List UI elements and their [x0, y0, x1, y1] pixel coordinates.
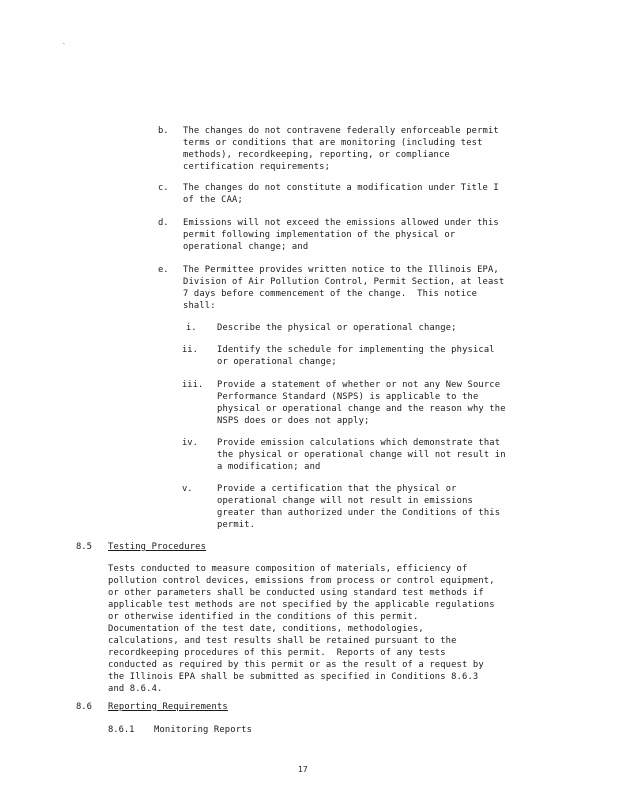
subitem-ii-line: Identify the schedule for implementing the physical: [217, 345, 495, 355]
subitem-v-line: greater than authorized under the Conditions of this: [217, 508, 501, 518]
section-8-5-line: recordkeeping procedures of this permit. Reports of any tests: [108, 648, 446, 658]
subsection-title-monitoring: Monitoring Reports: [154, 725, 253, 735]
section-title-testing: Testing Procedures: [108, 542, 207, 552]
subitem-iv-line: Provide emission calculations which demonstrate that: [217, 438, 501, 448]
section-8-5-line: Documentation of the test date, conditions, methodologies,: [108, 624, 424, 634]
item-d-line: Emissions will not exceed the emissions allowed under this: [183, 218, 499, 228]
section-8-5-line: applicable test methods are not specified by the applicable regulations: [108, 600, 495, 610]
header-mark: -: [62, 40, 66, 47]
section-number-8-6: 8.6: [76, 702, 92, 712]
subitem-label-iv: iv.: [182, 438, 198, 448]
subitem-v-line: operational change will not result in emissions: [217, 496, 473, 506]
item-e-line: shall:: [183, 301, 216, 311]
item-e-line: Division of Air Pollution Control, Permit Section, at least: [183, 277, 505, 287]
subitem-i-line: Describe the physical or operational change;: [217, 323, 457, 333]
section-8-5-line: and 8.6.4.: [108, 684, 163, 694]
subitem-v-line: permit.: [217, 520, 256, 530]
section-8-5-line: or otherwise identified in the conditions of this permit.: [108, 612, 419, 622]
item-c-line: of the CAA;: [183, 195, 243, 205]
item-b-line: terms or conditions that are monitoring (including test: [183, 138, 483, 148]
item-b-line: certification requirements;: [183, 162, 331, 172]
item-b-line: The changes do not contravene federally enforceable permit: [183, 126, 499, 136]
subitem-label-ii: ii.: [182, 345, 198, 355]
item-e-line: 7 days before commencement of the change. This notice: [183, 289, 478, 299]
subitem-label-iii: iii.: [182, 380, 204, 390]
subsection-number-8-6-1: 8.6.1: [108, 725, 135, 735]
section-8-5-line: calculations, and test results shall be retained pursuant to the: [108, 636, 457, 646]
item-label-d: d.: [158, 218, 169, 228]
section-8-5-line: conducted as required by this permit or as the result of a request by: [108, 660, 484, 670]
item-d-line: operational change; and: [183, 242, 309, 252]
subitem-ii-line: or operational change;: [217, 357, 337, 367]
item-label-e: e.: [158, 265, 169, 275]
subitem-iii-line: physical or operational change and the reason why the: [217, 404, 506, 414]
subitem-iv-line: a modification; and: [217, 462, 321, 472]
subitem-iii-line: Provide a statement of whether or not any New Source: [217, 380, 501, 390]
item-label-b: b.: [158, 126, 169, 136]
subitem-iii-line: NSPS does or does not apply;: [217, 416, 370, 426]
section-title-reporting: Reporting Requirements: [108, 702, 228, 712]
subitem-label-i: i.: [186, 323, 197, 333]
item-d-line: permit following implementation of the physical or: [183, 230, 456, 240]
item-e-line: The Permittee provides written notice to the Illinois EPA,: [183, 265, 499, 275]
section-8-5-line: the Illinois EPA shall be submitted as specified in Conditions 8.6.3: [108, 672, 479, 682]
subitem-v-line: Provide a certification that the physical or: [217, 484, 457, 494]
item-c-line: The changes do not constitute a modification under Title I: [183, 183, 499, 193]
subitem-iv-line: the physical or operational change will not result in: [217, 450, 506, 460]
subitem-label-v: v.: [182, 484, 193, 494]
item-b-line: methods), recordkeeping, reporting, or compliance: [183, 150, 450, 160]
page-number: 17: [298, 765, 308, 774]
section-8-5-line: pollution control devices, emissions from process or control equipment,: [108, 576, 495, 586]
section-8-5-line: or other parameters shall be conducted using standard test methods if: [108, 588, 484, 598]
section-8-5-line: Tests conducted to measure composition of materials, efficiency of: [108, 564, 468, 574]
subitem-iii-line: Performance Standard (NSPS) is applicable to the: [217, 392, 479, 402]
item-label-c: c.: [158, 183, 169, 193]
section-number-8-5: 8.5: [76, 542, 92, 552]
